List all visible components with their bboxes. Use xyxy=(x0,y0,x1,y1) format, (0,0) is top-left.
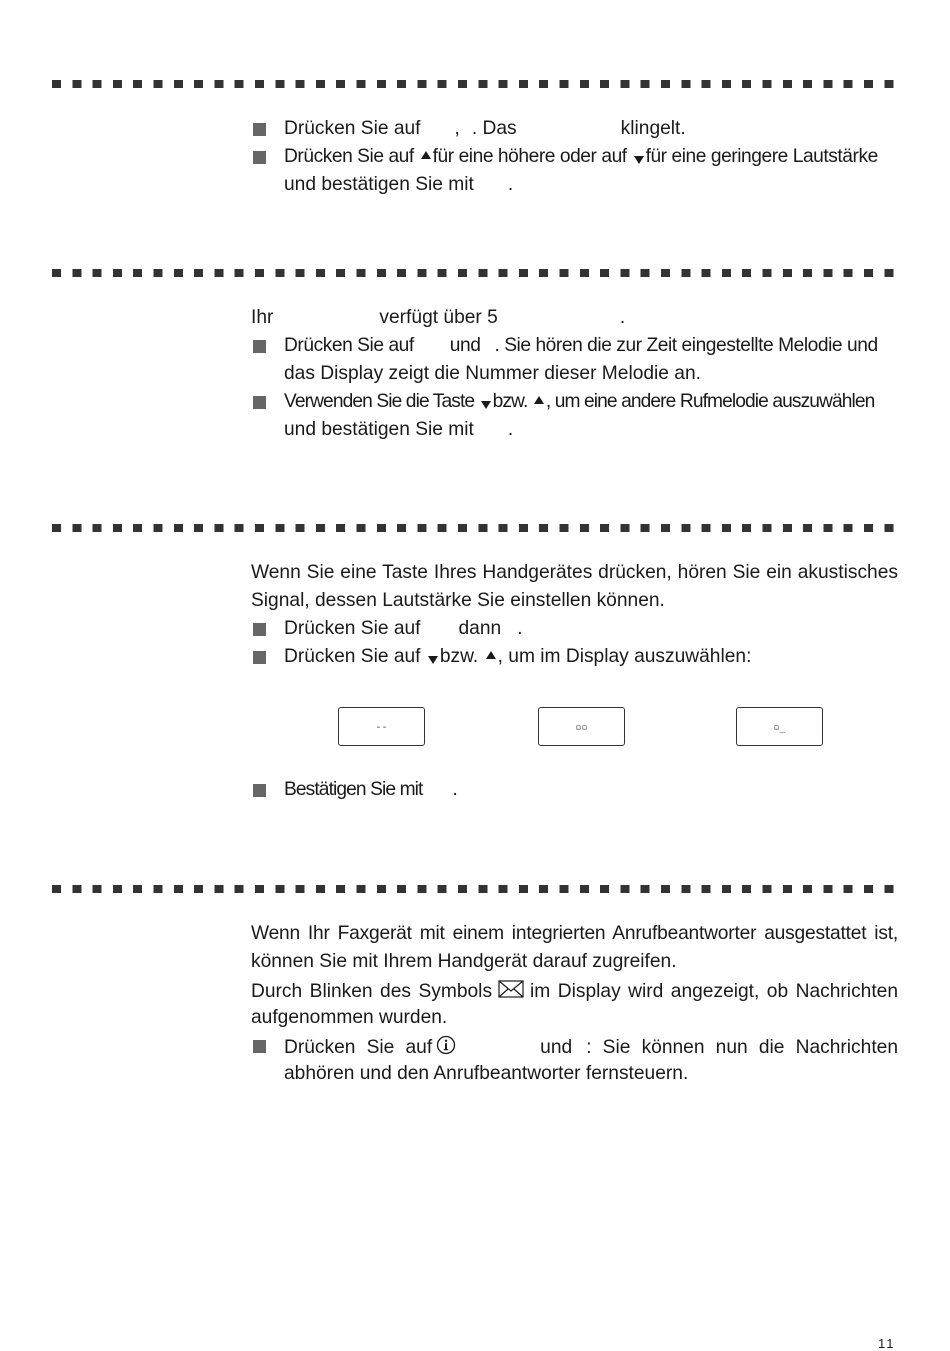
page-number: 11 xyxy=(878,1336,896,1351)
s1-bullet2-cont: und bestätigen Sie mit . xyxy=(284,174,514,195)
bullet-marker xyxy=(253,151,266,164)
s4-line4: aufgenommen wurden. xyxy=(251,1007,448,1028)
bullet-marker xyxy=(253,123,266,136)
arrow-down-icon xyxy=(634,156,644,164)
display-option-3: ▫_ xyxy=(736,707,823,746)
s3-bullet1: Drücken Sie auf dann . xyxy=(284,618,523,639)
s3-bullet3: Bestätigen Sie mit . xyxy=(284,779,457,800)
s3-bullet2: Drücken Sie auf bzw. , um im Display auszuwählen: xyxy=(284,646,752,667)
s1-bullet1: Drücken Sie auf , . Das klingelt. xyxy=(284,118,686,139)
bullet-marker xyxy=(253,340,266,353)
s3-para-line2: Signal, dessen Lautstärke Sie einstellen können. xyxy=(251,590,665,611)
s4-bullet1: Drücken Sie auf und : Sie können nun die Nachrichten xyxy=(284,1035,898,1061)
section-divider xyxy=(52,885,900,893)
bullet-marker xyxy=(253,623,266,636)
arrow-down-icon xyxy=(428,656,438,664)
section-divider xyxy=(52,524,900,532)
display-option-1: -- xyxy=(338,707,425,746)
arrow-up-icon xyxy=(486,651,496,659)
bullet-marker xyxy=(253,1040,266,1053)
s4-line3: Durch Blinken des Symbols im Display wird angezeigt, ob Nachrichten xyxy=(251,979,898,1005)
bullet-marker xyxy=(253,396,266,409)
display-option-2: ▫▫ xyxy=(538,707,625,746)
s4-line2: können Sie mit Ihrem Handgerät darauf zugreifen. xyxy=(251,951,677,972)
s1-bullet2: Drücken Sie auf für eine höhere oder auf für eine geringere Lautstärke xyxy=(284,146,878,167)
s2-bullet1-cont: das Display zeigt die Nummer dieser Melodie an. xyxy=(284,363,701,384)
info-icon xyxy=(436,1035,456,1061)
envelope-icon xyxy=(498,979,524,1005)
s2-intro: Ihr verfügt über 5 . xyxy=(251,307,626,328)
arrow-up-icon xyxy=(421,151,431,159)
s2-bullet2-cont: und bestätigen Sie mit . xyxy=(284,419,514,440)
s2-bullet1: Drücken Sie auf und . Sie hören die zur Zeit eingestellte Melodie und xyxy=(284,335,878,356)
arrow-up-icon xyxy=(534,396,544,404)
s3-para-line1: Wenn Sie eine Taste Ihres Handgerätes drücken, hören Sie ein akustisches xyxy=(251,562,898,583)
section-divider xyxy=(52,80,900,88)
arrow-down-icon xyxy=(481,401,491,409)
s4-bullet1-cont: abhören und den Anrufbeantworter fernsteuern. xyxy=(284,1063,689,1084)
s2-bullet2: Verwenden Sie die Taste bzw. , um eine andere Rufmelodie auszuwählen xyxy=(284,391,875,412)
s4-line1: Wenn Ihr Faxgerät mit einem integrierten Anrufbeantworter ausgestattet ist, xyxy=(251,923,898,944)
bullet-marker xyxy=(253,784,266,797)
section-divider xyxy=(52,269,900,277)
bullet-marker xyxy=(253,651,266,664)
